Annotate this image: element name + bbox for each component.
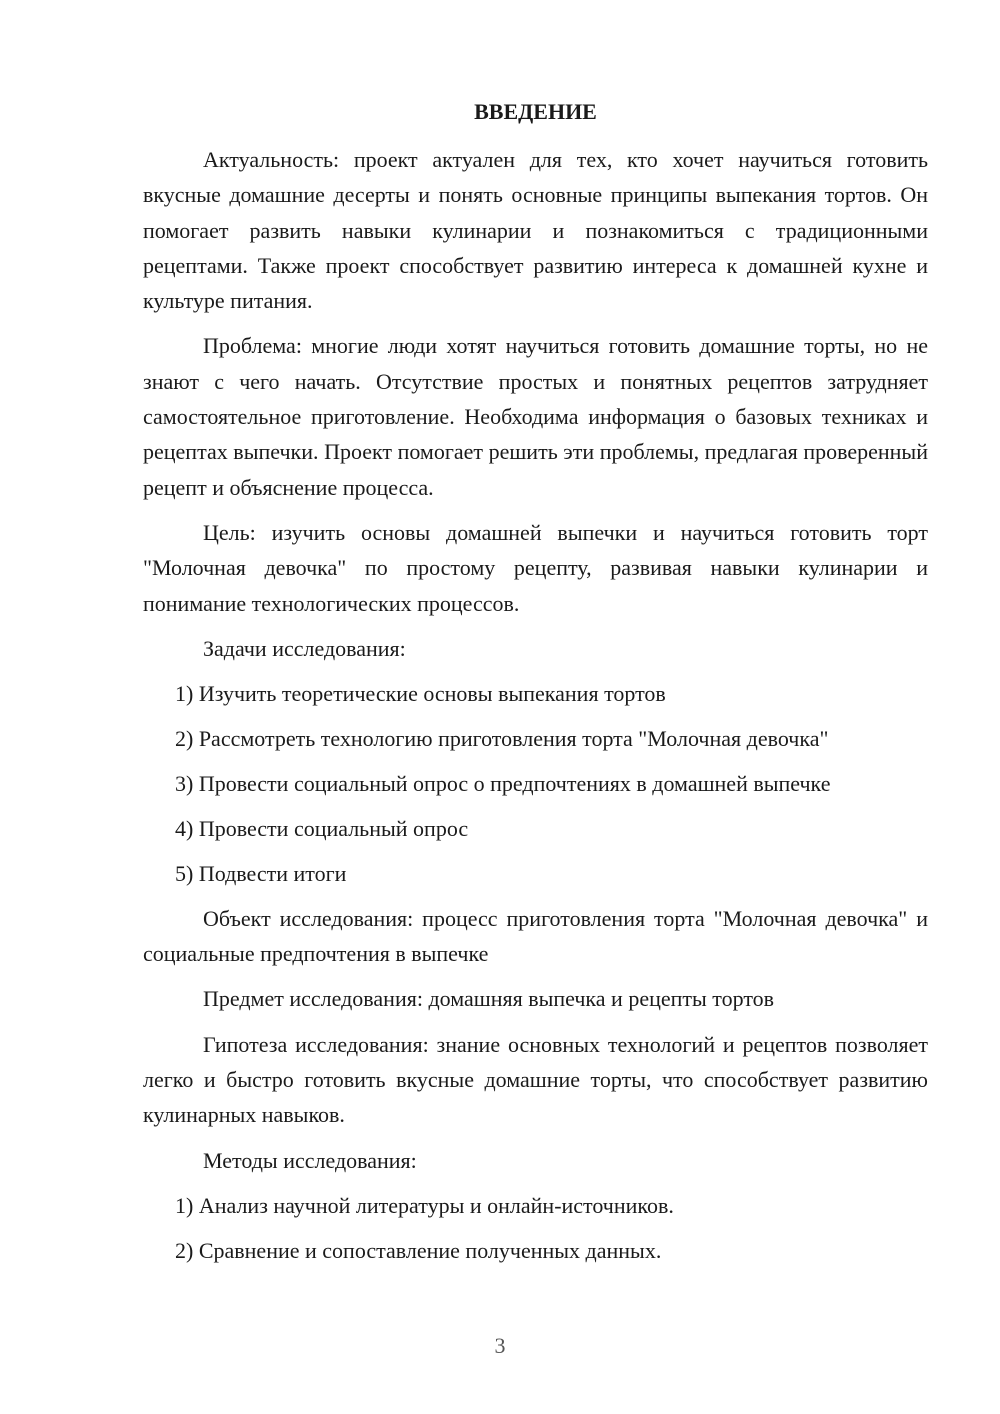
list-item: 5) Подвести итоги bbox=[175, 860, 347, 886]
list-item: 2) Сравнение и сопоставление полученных данных. bbox=[175, 1237, 662, 1263]
document-page bbox=[143, 94, 928, 1278]
list-item: 1) Анализ научной литературы и онлайн-источников. bbox=[175, 1192, 674, 1218]
methods-list bbox=[143, 1188, 928, 1268]
list-item: 4) Провести социальный опрос bbox=[175, 815, 469, 841]
document-title: ВВЕДЕНИЕ bbox=[474, 99, 597, 124]
list-item: 3) Провести социальный опрос о предпочтениях в домашней выпечке bbox=[175, 770, 831, 796]
tasks-heading: Задачи исследования: bbox=[203, 635, 406, 661]
subject-paragraph: Предмет исследования: домашняя выпечка и рецепты тортов bbox=[203, 986, 775, 1012]
object-paragraph: Объект исследования: процесс приготовления торта "Молочная девочка" и социальные предпочтения в выпечке bbox=[143, 905, 928, 967]
methods-heading: Методы исследования: bbox=[203, 1147, 417, 1173]
page-number: 3 bbox=[494, 1333, 506, 1358]
list-item: 2) Рассмотреть технологию приготовления торта "Молочная девочка" bbox=[175, 725, 829, 751]
problem-paragraph: Проблема: многие люди хотят научиться готовить домашние торты, но не знают с чего начать. Отсутствие простых и понятных рецептов затрудняет самостоятельное приготовление. Необходима информация о базовых техниках и рецептах выпечки. Проект помогает решить эти проблемы, предлагая проверенный рецепт и объяснение процесса. bbox=[143, 333, 928, 500]
relevance-paragraph: Актуальность: проект актуален для тех, кто хочет научиться готовить вкусные домашние десерты и понять основные принципы выпекания тортов. Он помогает развить навыки кулинарии и познакомиться с традиционными рецептами. Также проект способствует развитию интереса к домашней кухне и культуре питания. bbox=[143, 147, 928, 314]
hypothesis-paragraph: Гипотеза исследования: знание основных технологий и рецептов позволяет легко и быстро готовить вкусные домашние торты, что способствует развитию кулинарных навыков. bbox=[143, 1031, 928, 1128]
goal-paragraph: Цель: изучить основы домашней выпечки и научиться готовить торт "Молочная девочка" по простому рецепту, развивая навыки кулинарии и понимание технологических процессов. bbox=[143, 519, 928, 616]
tasks-list bbox=[143, 676, 928, 891]
list-item: 1) Изучить теоретические основы выпекания тортов bbox=[175, 680, 666, 706]
